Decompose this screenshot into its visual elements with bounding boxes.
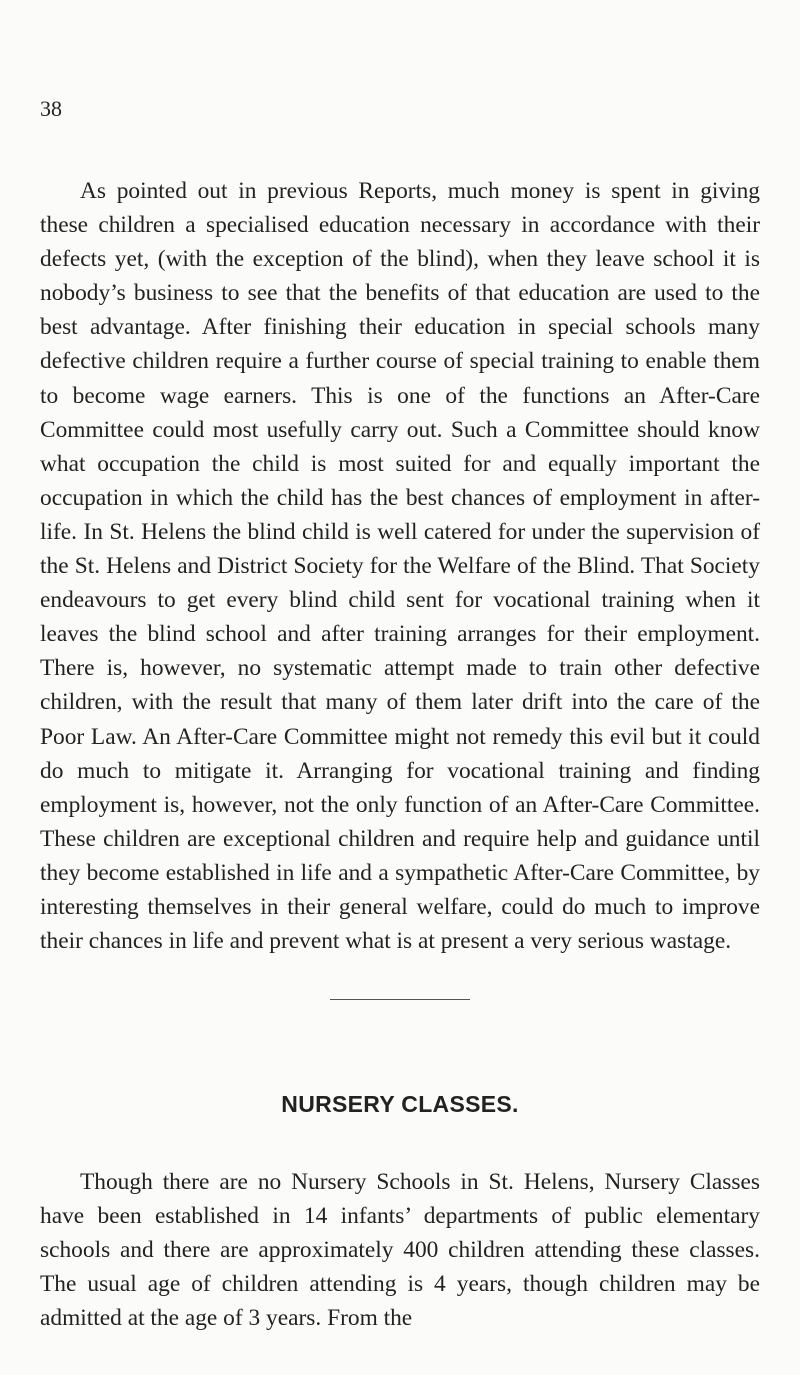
page-number: 38 bbox=[40, 96, 62, 121]
section-divider bbox=[330, 999, 470, 1000]
body-paragraph-nursery-classes: Though there are no Nursery Schools in St. Helens, Nursery Classes have been established in 14 infants’ departments of public elementary schools and there are approximately 400 children attending these classes. The usual age of children attending is 4 years, though children may be admitted at the age of 3 years. From the bbox=[40, 1169, 760, 1332]
section-heading: NURSERY CLASSES. bbox=[281, 1091, 519, 1117]
body-paragraph-after-care: As pointed out in previous Reports, much money is spent in giving these children a specialised education necessary in accordance with their defects yet, (with the exception of the blind), when they leave school it is nobody’s business to see that the benefits of that education are used to the best advantage. After finishing their education in special schools many defective children require a further course of special training to enable them to become wage earners. This is one of the functions an After-Care Committee could most usefully carry out. Such a Committee should know what occupation the child is most suited for and equally important the occupation in which the child has the best chances of employment in after-life. In St. Helens the blind child is well catered for under the supervision of the St. Helens and District Society for the Welfare of the Blind. That Society endeavours to get every blind child sent for vocational training when it leaves the blind school and after training arranges for their employment. There is, however, no systematic attempt made to train other defective children, with the result that many of them later drift into the care of the Poor Law. An After-Care Committee might not remedy this evil but it could do much to mitigate it. Arranging for vocational training and finding employment is, however, not the only function of an After-Care Committee. These children are exceptional children and require help and guidance until they become established in life and a sympathetic After-Care Committee, by interesting themselves in their general welfare, could do much to improve their chances in life and prevent what is at present a very serious wastage. bbox=[40, 178, 760, 955]
